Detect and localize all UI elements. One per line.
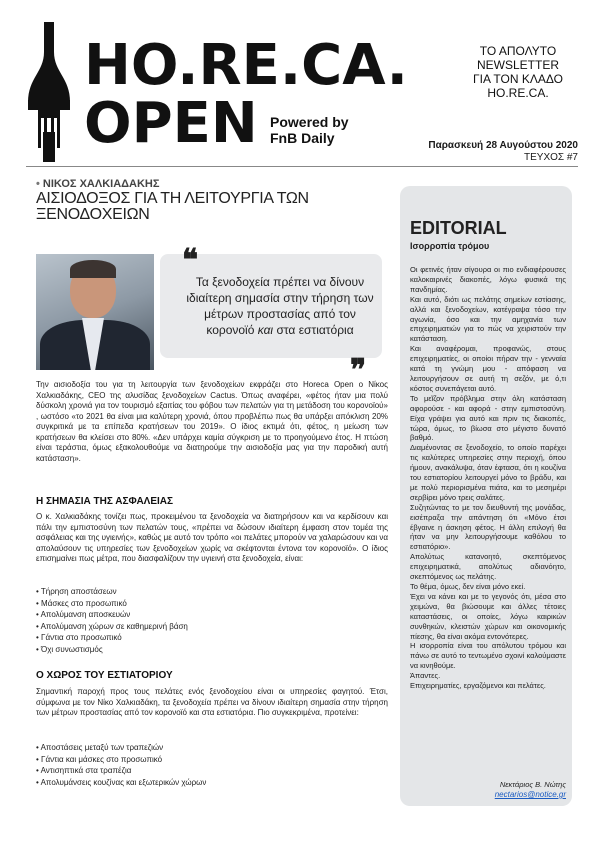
- headline-line: ΞΕΝΟΔΟΧΕΙΩΝ: [36, 206, 150, 223]
- editorial-subtitle: Ισορροπία τρόμου: [410, 241, 490, 251]
- list-item: • Απολύμανση χώρων σε καθημερινή βάση: [36, 621, 188, 633]
- editorial-paragraph: Και αναφέρομαι, προφανώς, στους επιχειρηματίες, οι οποίοι πήραν την - γενναία κατά τη γνώμη μου - απόφαση να λειτουργήσουν σε αυτή τη σεζόν, με ό,τι κόστος συνεπάγεται αυτό.: [410, 344, 566, 393]
- editorial-email-link[interactable]: nectarios@notice.gr: [494, 790, 566, 799]
- editorial-paragraph: Επιχειρηματίες, εργαζόμενοι και πελάτες.: [410, 681, 546, 691]
- editorial-paragraph: Έχει να κάνει και με το γεγονός ότι, μέσα στο χειμώνα, θα βιώσουμε και άλλες τέτοιες καταστάσεις, οι οποίες, λόγω καιρικών συνθηκών, κλειστών χώρων και οικονομικής πίεσης, θα είναι ακόμα εντονότερες.: [410, 591, 566, 641]
- portrait-photo: [36, 254, 154, 370]
- list-item: • Μάσκες στο προσωπικό: [36, 598, 188, 610]
- kicker-bullet-icon: •: [36, 178, 43, 190]
- quote-part: Τα ξενοδοχεία πρέπει να δίνουν ιδιαίτερη σημασία στην τήρηση των μέτρων προστασίας από τον κορονοϊό: [186, 275, 374, 337]
- powered-by-brand: FnB Daily: [270, 130, 335, 146]
- quote-close-icon: ❞: [350, 353, 367, 388]
- tagline-line: HO.RE.CA.: [487, 86, 549, 100]
- kicker-text: ΝΙΚΟΣ ΧΑΛΚΙΑΔΑΚΗΣ: [42, 178, 160, 190]
- quote-italic: και: [257, 323, 274, 337]
- editorial-paragraph: Διαμένοντας σε ξενοδοχείο, το οποίο παρέχει τις καλύτερες υπηρεσίες στην περιοχή, όπου ήμουν, ανακάλυψα, όταν έφτασα, ότι η κουζίνα του εστιατορίου λειτουργεί μόνο το βράδυ, και με πολύ περιορισμένα πιάτα, και το μεσημέρι σερβίρει μόνο τρεις σαλάτες.: [410, 443, 566, 502]
- editorial-paragraph: Το θέμα, όμως, δεν είναι μόνο εκεί.: [410, 582, 526, 591]
- wine-bottle-fork-icon: [26, 22, 72, 162]
- article-headline: [36, 191, 388, 223]
- quote-part: στα εστιατόρια: [273, 323, 354, 337]
- issue-number: ΤΕΥΧΟΣ #7: [524, 152, 578, 163]
- editorial-paragraph: Η ισορροπία είναι του απόλυτου τρόμου και πάνω σε αυτό το τεντωμένο σχοινί καλούμαστε να κινηθούμε.: [410, 641, 566, 671]
- brand-title-line2: OPEN: [84, 91, 258, 156]
- list-item: • Απολύμανση αποσκευών: [36, 609, 188, 621]
- editorial-paragraph: Και αυτό, διότι ως πελάτης σημείων εστίασης, αλλά και ξενοδοχείων, κατέγραψα τόσο την αγωνία, όσο και την αμηχανία των επιχειρηματιών για το πώς να χειριστούν την κατάσταση.: [410, 294, 566, 344]
- issue-date: Παρασκευή 28 Αυγούστου 2020: [428, 140, 578, 151]
- powered-by-label: Powered by: [270, 114, 349, 130]
- brand-title-line1: HO.RE.CA.: [84, 33, 408, 98]
- editorial-paragraph: Το μεῖζον πρόβλημα στην όλη κατάσταση αφορούσε - και αφορά - στην εμπιστοσύνη. Είχα γράψει για αυτό και πριν τις διακοπές, τώρα, όμως, το βίωσα στο μέγιστο δυνατό βαθμό.: [410, 393, 566, 443]
- tagline-line: ΓΙΑ ΤΟΝ ΚΛΑΔΟ: [473, 72, 563, 86]
- editorial-signature: Νεκτάριος Β. Νώτης: [499, 780, 566, 789]
- article-paragraph: Σημαντική παροχή προς τους πελάτες ενός ξενοδοχείου είναι οι υπηρεσίες φαγητού. Έτσι, σύμφωνα με τον Νίκο Χαλκιαδάκη, τα ξενοδοχεία πρέπει να δίνουν ιδιαίτερη σημασία στην τήρηση των μέτρων προστασίας από τον κορονοϊό και στα εστιατόρια. Πιο συγκεκριμένα, προτείνει:: [36, 687, 388, 717]
- list-item: • Γάντια στο προσωπικό: [36, 632, 188, 644]
- masthead: [0, 0, 600, 180]
- editorial-paragraph: Απολύτως κατανοητό, σκεπτόμενος επιχειρηματικά, απολύτως αδιανόητο, σκεπτόμενος ως πελάτης.: [410, 552, 566, 582]
- tagline-line: ΤΟ ΑΠΟΛΥΤΟ: [479, 44, 557, 58]
- safety-measures-list: [36, 586, 188, 655]
- section-heading: Η ΣΗΜΑΣΙΑ ΤΗΣ ΑΣΦΑΛΕΙΑΣ: [36, 496, 174, 507]
- tagline-line: NEWSLETTER: [476, 58, 559, 72]
- list-item: • Γάντια και μάσκες στο προσωπικό: [36, 754, 206, 766]
- article-paragraph: Την αισιοδοξία του για τη λειτουργία των ξενοδοχείων εκφράζει στο Horeca Open ο Νίκος Χαλκιαδάκης, CEO της αλυσίδας ξενοδοχείων Cactus. Όπως αναφέρει, «φέτος ήταν μια πολύ δύσκολη χρονιά για τον τουρισμό εξαιτίας του φόβου των πελατών για τη μετάδοση του κορονοϊού» , ωστόσο «το 2021 θα είναι μια καλύτερη χρονιά, όπου προβλέπω πως θα υπάρξει απόκλιση 20% συγκριτικά με τα επίπεδα κρατήσεων του 2019». Ο ίδιος εκτιμά ότι, φέτος, η μείωση των κρατήσεων θα κλείσει στο 80%. «Δεν υπάρχει καμία σύγκριση με το προηγούμενο έτος. Η πτώση είναι τεράστια, όμως εξακολουθούμε να διατηρούμε την αισιοδοξία μας για την παροδική αυτή κατάσταση».: [36, 380, 388, 463]
- header-divider: [26, 166, 578, 167]
- editorial-body: [410, 265, 566, 691]
- list-item: • Τήρηση αποστάσεων: [36, 586, 188, 598]
- list-item: • Αντισηπτικά στα τραπέζια: [36, 765, 206, 777]
- editorial-paragraph: Συζητώντας το με τον διευθυντή της μονάδας, εισέπραξα την απάντηση ότι «Μόνο έτσι έβγαινε η άσκηση φέτος. Η άλλη επιλογή θα ήταν να μην λειτουργήσουμε καθόλου το εστιατόριο».: [410, 502, 566, 552]
- newsletter-tagline: [458, 44, 578, 100]
- editorial-paragraph: Οι φετινές ήταν σίγουρα οι πιο ενδιαφέρουσες καλοκαιρινές διακοπές, λόγω φυσικά της πανδημίας.: [410, 265, 566, 294]
- photo-hair: [70, 260, 116, 278]
- headline-line: ΑΙΣΙΟΔΟΞΟΣ ΓΙΑ ΤΗ ΛΕΙΤΟΥΡΓΙΑ ΤΩΝ: [36, 190, 309, 207]
- list-item: • Όχι συνωστισμός: [36, 644, 188, 656]
- pull-quote-text: [182, 274, 378, 338]
- article-header: [36, 178, 388, 223]
- list-item: • Αποστάσεις μεταξύ των τραπεζιών: [36, 742, 206, 754]
- section-heading: Ο ΧΩΡΟΣ ΤΟΥ ΕΣΤΙΑΤΟΡΙΟΥ: [36, 670, 173, 681]
- article-paragraph: Ο κ. Χαλκιαδάκης τονίζει πως, προκειμένου τα ξενοδοχεία να διατηρήσουν και να κερδίσουν και πάλι την εμπιστοσύνη των πελατών τους, «πρέπει να δώσουν ιδιαίτερη έμφαση στον τομέα της ασφάλειας και της υγιεινής», καθώς με αυτό τον τρόπο «οι πελάτες μπορούν να χαλαρώσουν και να απολαύσουν τις υπηρεσίες των ξενοδοχείων χωρίς να σκέφτονται έντονα τον κορονοϊό». Ο ίδιος επισημαίνει πως μέτρα, που διασφαλίζουν την υγιεινή στα ξενοδοχεία, είναι:: [36, 512, 388, 563]
- quote-open-icon: ❝: [182, 243, 199, 278]
- editorial-title: EDITORIAL: [410, 218, 507, 238]
- restaurant-measures-list: [36, 742, 206, 788]
- list-item: • Απολυμάνσεις κουζίνας και εξωτερικών χώρων: [36, 777, 206, 789]
- powered-by: [270, 114, 349, 146]
- editorial-paragraph: Άπαντες.: [410, 671, 441, 681]
